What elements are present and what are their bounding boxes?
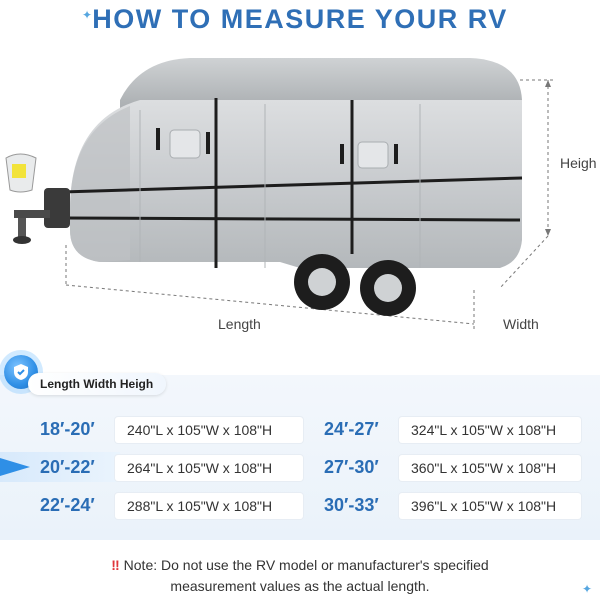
size-label: 20′-22′ — [40, 457, 95, 477]
size-spec: 396"L x 105"W x 108"H — [399, 493, 581, 519]
size-spec: 360"L x 105"W x 108"H — [399, 455, 581, 481]
size-spec: 324"L x 105"W x 108"H — [399, 417, 581, 443]
sparkle-icon: ✦ — [582, 582, 593, 596]
size-label: 24′-27′ — [324, 419, 379, 439]
size-label: 22′-24′ — [40, 495, 95, 515]
note-line-1: Note: Do not use the RV model or manufacturer's specified — [123, 557, 489, 573]
size-label: 30′-33′ — [324, 495, 379, 515]
width-label: Width — [503, 316, 539, 332]
arrow-marker-icon — [0, 458, 30, 476]
table-header: Length Width Heigh — [40, 377, 154, 391]
height-label: Heigh — [560, 155, 597, 171]
length-label: Length — [218, 316, 261, 332]
measurement-note — [0, 555, 600, 597]
size-label: 27′-30′ — [324, 457, 379, 477]
rv-illustration — [0, 40, 600, 360]
warning-icon: ‼ — [111, 557, 120, 573]
size-label: 18′-20′ — [40, 419, 95, 439]
page-title: HOW TO MEASURE YOUR RV — [92, 4, 508, 34]
size-spec: 288"L x 105"W x 108"H — [115, 493, 303, 519]
sparkle-icon: ✦ — [82, 8, 93, 22]
size-spec: 264"L x 105"W x 108"H — [115, 455, 303, 481]
size-spec: 240"L x 105"W x 108"H — [115, 417, 303, 443]
note-line-2: measurement values as the actual length. — [170, 578, 430, 594]
